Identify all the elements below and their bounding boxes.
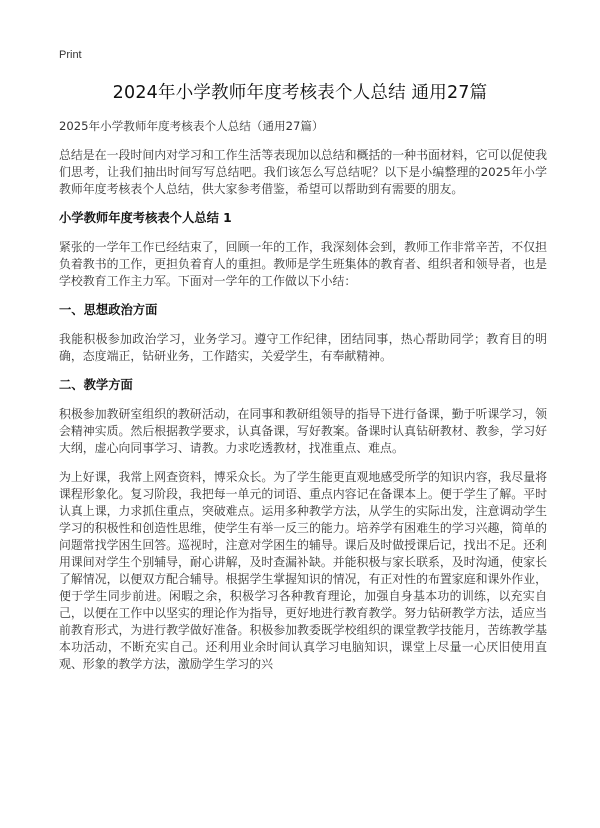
article-subtitle: 2025年小学教师年度考核表个人总结（通用27篇） bbox=[59, 119, 324, 133]
print-link[interactable]: Print bbox=[59, 49, 82, 61]
teaching-paragraph-1: 积极参加教研室组织的教研活动，在同事和教研组领导的指导下进行备课，勤于听课学习，领会精神实质。然后根据教学要求，认真备课，写好教案。备课时认真钻研教材、教参，学习好大纲，虚心向同事学习、请教。力求吃透教材，找准重点、难点。 bbox=[59, 407, 547, 455]
teaching-paragraph-2: 为上好课，我常上网查资料，博采众长。为了学生能更直观地感受所学的知识内容，我尽量将课程形象化。复习阶段，我把每一单元的词语、重点内容记在备课本上。便于学生了解。平时认真上课，力求抓住重点，突破难点。运用多种教学方法，从学生的实际出发，注意调动学生学习的积极性和创造性思维，使学生有举一反三的能力。培养学有困难生的学习兴趣，简单的问题常找学困生回答。巡视时，注意对学困生的辅导。课后及时做授课后记，找出不足。还利用课间对学生个别辅导，耐心讲解，及时查漏补缺。并能积极与家长联系，及时沟通，使家长了解情况，以便双方配合辅导。根据学生掌握知识的情况，有正对性的布置家庭和课外作业，便于学生同步前进。闲暇之余，积极学习各种教育理论，加强自身基本功的训练，以充实自己，以便在工作中以坚实的理论作为指导，更好地进行教育教学。努力钻研教学方法，适应当前教育形式，为进行教学做好准备。积极参加教委既学校组织的课堂教学技能月，苦练教学基本功活动，不断充实自己。还利用业余时间认真学习电脑知识，课堂上尽量一心厌旧使用直观、形象的教学方法，激励学生学习的兴 bbox=[59, 470, 547, 671]
section-heading-1: 小学教师年度考核表个人总结 1 bbox=[59, 211, 232, 225]
page-title: 2024年小学教师年度考核表个人总结 通用27篇 bbox=[112, 83, 488, 103]
intro-paragraph: 总结是在一段时间内对学习和工作生活等表现加以总结和概括的一种书面材料，它可以促使我们思考，让我们抽出时间写写总结吧。我们该怎么写总结呢？以下是小编整理的2025年小学教师年度考核表个人总结，供大家参考借鉴，希望可以帮助到有需要的朋友。 bbox=[59, 148, 547, 196]
heading-politics: 一、思想政治方面 bbox=[59, 303, 158, 317]
section1-paragraph: 紧张的一学年工作已经结束了，回顾一年的工作，我深刻体会到，教师工作非常辛苦，不仅担负着教书的工作，更担负着育人的重担。教师是学生班集体的教育者、组织者和领导者，也是学校教育工作主力军。下面对一学年的工作做以下小结： bbox=[59, 240, 547, 288]
heading-teaching: 二、教学方面 bbox=[59, 378, 133, 392]
politics-paragraph: 我能积极参加政治学习，业务学习。遵守工作纪律，团结同事，热心帮助同学；教育目的明确，态度端正，钻研业务，工作踏实，关爱学生，有奉献精神。 bbox=[59, 332, 547, 363]
article-body bbox=[59, 118, 547, 685]
